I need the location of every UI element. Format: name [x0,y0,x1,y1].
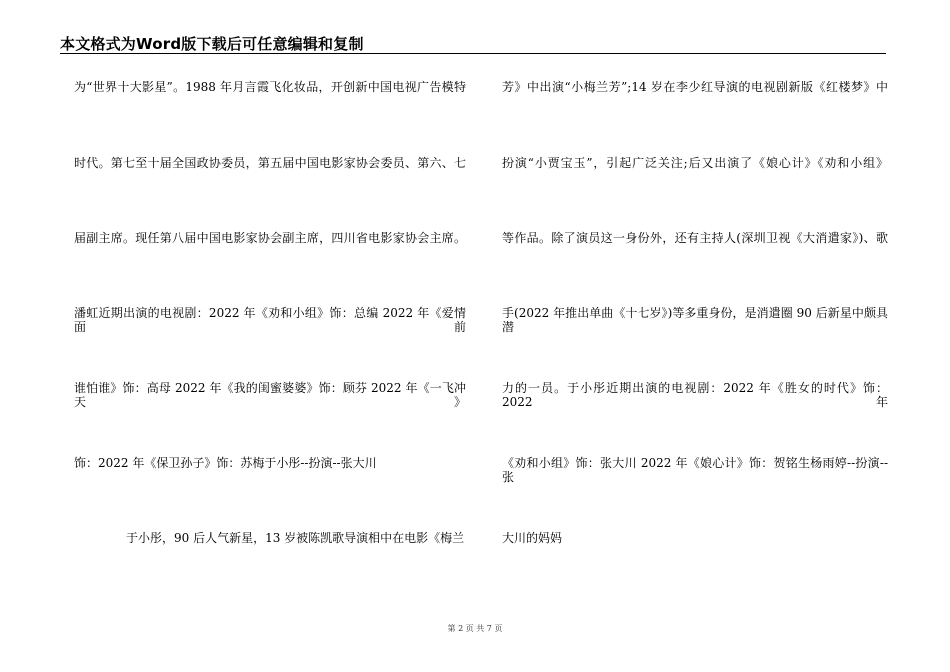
text-line: 谁怕谁》饰：高母 2022 年《我的闺蜜婆婆》饰：顾芬 2022 年《一飞冲天》 [74,381,466,409]
text-line: 力的一员。于小彤近期出演的电视剧：2022 年《胜女的时代》饰：2022 年 [502,381,888,409]
header-divider [60,53,886,54]
text-line: 潘虹近期出演的电视剧：2022 年《劝和小组》饰：总编 2022 年《爱情面前 [74,306,466,334]
text-line: 芳》中出演“小梅兰芳”;14 岁在李少红导演的电视剧新版《红楼梦》中 [502,80,888,94]
text-line: 届副主席。现任第八届中国电影家协会副主席，四川省电影家协会主席。 [74,231,466,245]
text-line: 为“世界十大影星”。1988 年月言霞飞化妆品，开创新中国电视广告模特 [74,80,466,94]
text-line: 《劝和小组》饰：张大川 2022 年《娘心计》饰：贺铭生杨雨婷--扮演--张 [502,456,888,484]
document-header-title: 本文格式为Word版下载后可任意编辑和复制 [60,35,364,53]
paragraph-first-line: 于小彤，90 后人气新星，13 岁被陈凯歌导演相中在电影《梅兰 [126,531,465,545]
text-line: 扮演“小贾宝玉”，引起广泛关注;后又出演了《娘心计》《劝和小组》 [502,156,888,170]
text-line: 等作品。除了演员这一身份外，还有主持人(深圳卫视《大消遣家》)、歌 [502,231,888,245]
text-line: 大川的妈妈 [502,531,563,545]
text-line: 手(2022 年推出单曲《十七岁》)等多重身份，是消遣圈 90 后新星中颇具潜 [502,306,888,334]
text-line: 时代。第七至十届全国政协委员，第五届中国电影家协会委员、第六、七 [74,156,466,170]
page-number-footer: 第 2 页 共 7 页 [447,624,503,633]
text-line: 饰：2022 年《保卫孙子》饰：苏梅于小彤--扮演--张大川 [74,456,377,470]
